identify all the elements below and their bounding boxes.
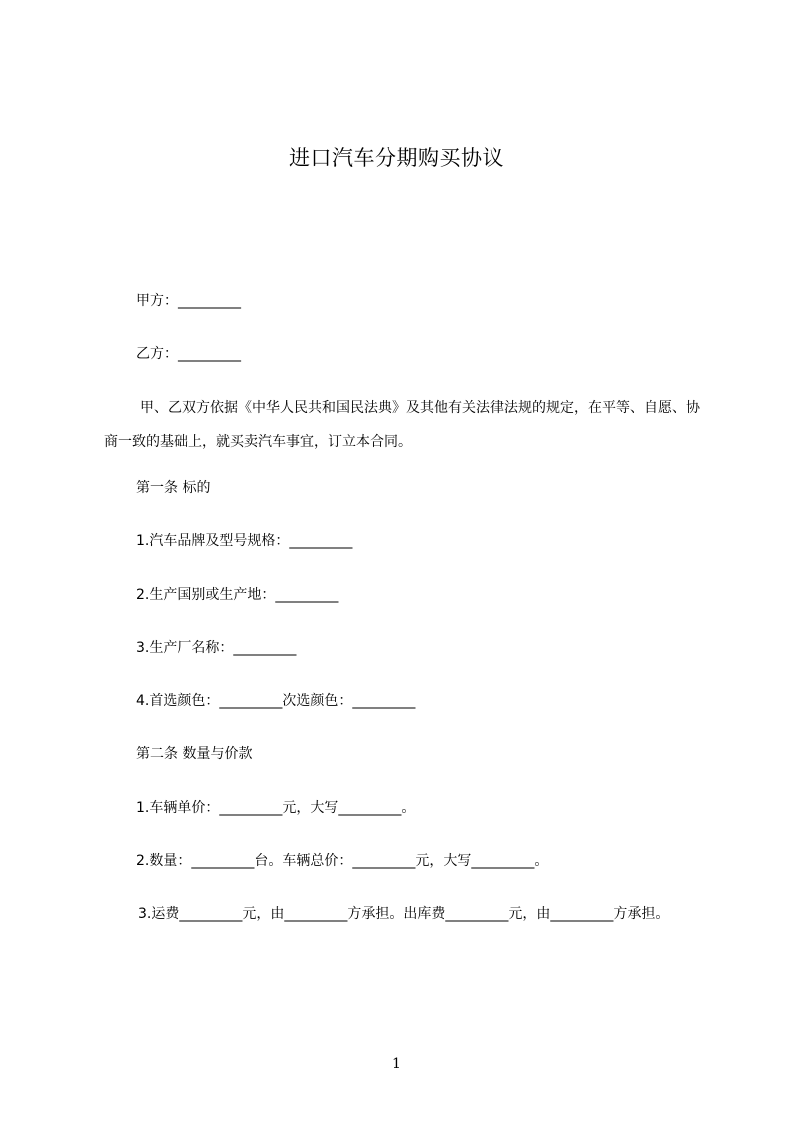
article-1-item-2: 2.生产国别或生产地：_________: [136, 587, 339, 603]
page-number: 1: [392, 1056, 401, 1072]
party-a-line: 甲方：_________: [136, 293, 241, 309]
intro-paragraph: 甲、乙双方依据《中华人民共和国民法典》及其他有关法律法规的规定，在平等、自愿、协商一致的基础上，就买卖汽车事宜，订立本合同。: [104, 400, 700, 450]
article-2-item-2: 2.数量：_________台。车辆总价：_________元，大写_________。: [136, 853, 549, 869]
article-2-heading: 第二条 数量与价款: [136, 746, 253, 762]
article-1-item-4: 4.首选颜色：_________次选颜色：_________: [136, 693, 416, 709]
article-2-item-3: 3.运费_________元，由_________方承担。出库费_________元，由_________方承担。: [138, 906, 670, 922]
article-2-item-1: 1.车辆单价：_________元，大写_________。: [136, 800, 416, 816]
page-title: 进口汽车分期购买协议: [289, 146, 504, 170]
article-1-item-1: 1.汽车品牌及型号规格：_________: [136, 533, 353, 549]
article-1-item-3: 3.生产厂名称：_________: [136, 640, 297, 656]
party-b-line: 乙方：_________: [136, 346, 241, 362]
article-1-heading: 第一条 标的: [136, 480, 211, 496]
